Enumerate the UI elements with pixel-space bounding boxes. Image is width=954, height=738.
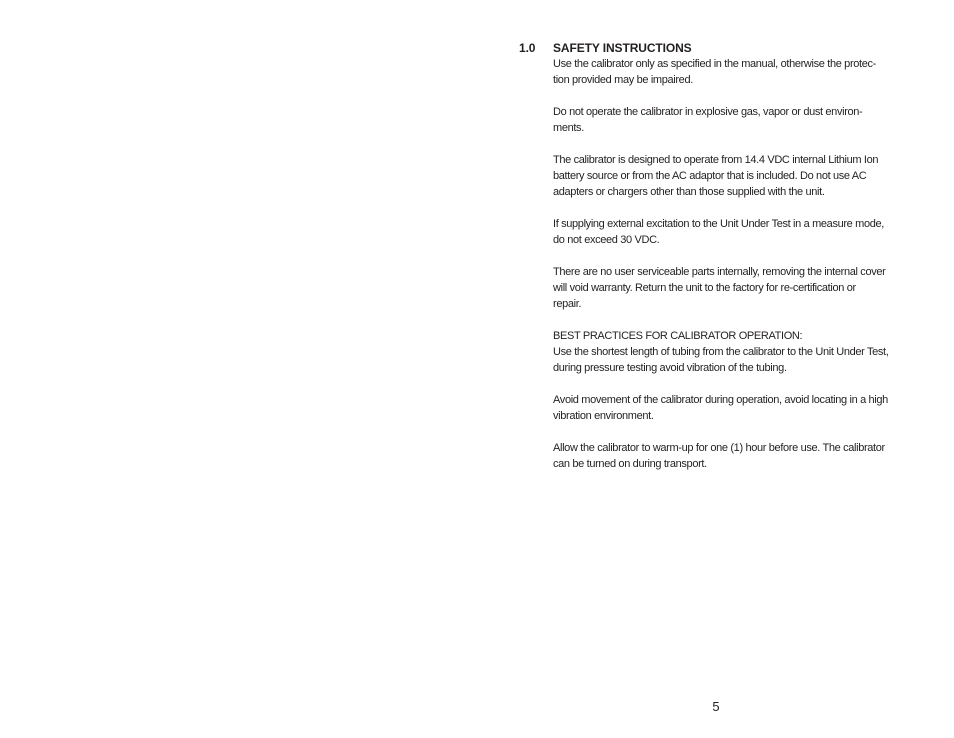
paragraph-line: can be turned on during transport.	[553, 458, 707, 470]
paragraph-power-source	[553, 152, 919, 200]
best-practices-heading: BEST PRACTICES FOR CALIBRATOR OPERATION:	[553, 330, 803, 342]
section-title: SAFETY INSTRUCTIONS	[553, 41, 692, 55]
paragraph-line: adapters or chargers other than those supplied with the unit.	[553, 186, 825, 198]
paragraph-line: battery source or from the AC adaptor that is included. Do not use AC	[553, 170, 867, 182]
paragraph-usage	[553, 56, 919, 88]
paragraph-line: Avoid movement of the calibrator during operation, avoid locating in a high	[553, 394, 888, 406]
paragraph-line: The calibrator is designed to operate from 14.4 VDC internal Lithium Ion	[553, 154, 879, 166]
paragraph-line: do not exceed 30 VDC.	[553, 234, 660, 246]
paragraph-line: Allow the calibrator to warm-up for one (1) hour before use. The calibrator	[553, 442, 885, 454]
paragraph-warm-up	[553, 440, 919, 472]
safety-instructions-section	[519, 40, 919, 488]
paragraph-line: tion provided may be impaired.	[553, 74, 693, 86]
paragraph-explosive-environment	[553, 104, 919, 136]
section-number: 1.0	[519, 41, 536, 55]
paragraph-serviceable-parts	[553, 264, 919, 312]
paragraph-line: during pressure testing avoid vibration of the tubing.	[553, 362, 787, 374]
section-header	[519, 40, 919, 56]
paragraph-line: vibration environment.	[553, 410, 654, 422]
paragraph-line: Use the calibrator only as specified in the manual, otherwise the protec-	[553, 58, 876, 70]
paragraph-line: If supplying external excitation to the Unit Under Test in a measure mode,	[553, 218, 884, 230]
paragraph-vibration	[553, 392, 919, 424]
paragraph-line: repair.	[553, 298, 582, 310]
paragraph-tubing	[553, 344, 919, 376]
paragraph-line: Use the shortest length of tubing from the calibrator to the Unit Under Test,	[553, 346, 889, 358]
paragraph-line: will void warranty. Return the unit to the factory for re-certification or	[553, 282, 856, 294]
paragraph-line: There are no user serviceable parts internally, removing the internal cover	[553, 266, 886, 278]
paragraph-line: Do not operate the calibrator in explosive gas, vapor or dust environ-	[553, 106, 863, 118]
page-number: 5	[712, 699, 720, 714]
paragraph-line: ments.	[553, 122, 584, 134]
section-body	[553, 56, 919, 472]
paragraph-external-excitation	[553, 216, 919, 248]
